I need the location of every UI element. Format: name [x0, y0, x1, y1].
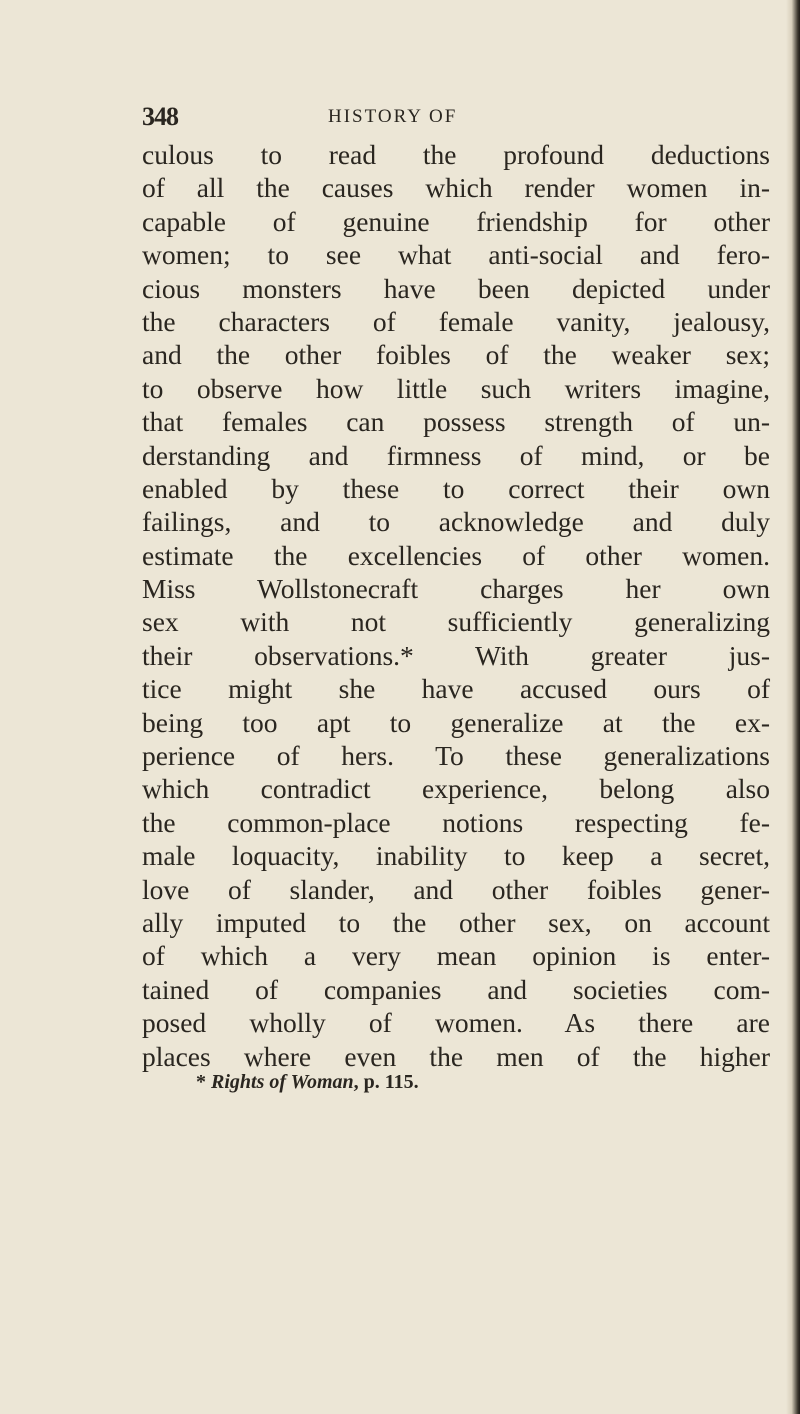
footnote-title: Rights of Woman: [211, 1071, 354, 1093]
text-line: cious monsters have been depicted under: [142, 272, 770, 304]
text-line: to observe how little such writers imagine,: [142, 372, 770, 404]
text-line: derstanding and firmness of mind, or be: [142, 439, 770, 471]
footnote: [196, 1071, 419, 1094]
footnote-marker: *: [196, 1071, 206, 1093]
text-line: women; to see what anti-social and fero-: [142, 239, 770, 271]
text-line: of all the causes which render women in-: [142, 172, 770, 204]
text-line: male loquacity, inability to keep a secret,: [142, 840, 770, 872]
text-line: capable of genuine friendship for other: [142, 205, 770, 237]
text-line: estimate the excellencies of other women.: [142, 539, 770, 571]
text-line: Miss Wollstonecraft charges her own: [142, 573, 770, 605]
text-line: the common-place notions respecting fe-: [142, 806, 770, 838]
text-line: and the other foibles of the weaker sex;: [142, 339, 770, 371]
text-line: the characters of female vanity, jealousy,: [142, 305, 770, 337]
text-line: of which a very mean opinion is enter-: [142, 940, 770, 972]
text-line: places where even the men of the higher: [142, 1040, 770, 1072]
text-line: tained of companies and societies com-: [142, 973, 770, 1005]
running-head: [142, 102, 742, 132]
text-line: that females can possess strength of un-: [142, 406, 770, 438]
text-line: enabled by these to correct their own: [142, 472, 770, 504]
text-line: posed wholly of women. As there are: [142, 1007, 770, 1039]
page-edge-shadow: [786, 0, 800, 1414]
text-line: love of slander, and other foibles gener-: [142, 873, 770, 905]
footnote-reference: , p. 115.: [353, 1071, 419, 1093]
text-line: being too apt to generalize at the ex-: [142, 706, 770, 738]
text-line: failings, and to acknowledge and duly: [142, 506, 770, 538]
text-line: perience of hers. To these generalizations: [142, 740, 770, 772]
text-line: ally imputed to the other sex, on account: [142, 906, 770, 938]
text-line: culous to read the profound deductions: [142, 139, 770, 170]
running-title: HISTORY OF: [328, 106, 458, 127]
text-line: which contradict experience, belong also: [142, 773, 770, 805]
text-line: tice might she have accused ours of: [142, 673, 770, 705]
text-line: sex with not sufficiently generalizing: [142, 606, 770, 638]
page-number: 348: [142, 102, 178, 131]
text-line: their observations.* With greater jus-: [142, 639, 770, 671]
body-text: [142, 138, 770, 1073]
